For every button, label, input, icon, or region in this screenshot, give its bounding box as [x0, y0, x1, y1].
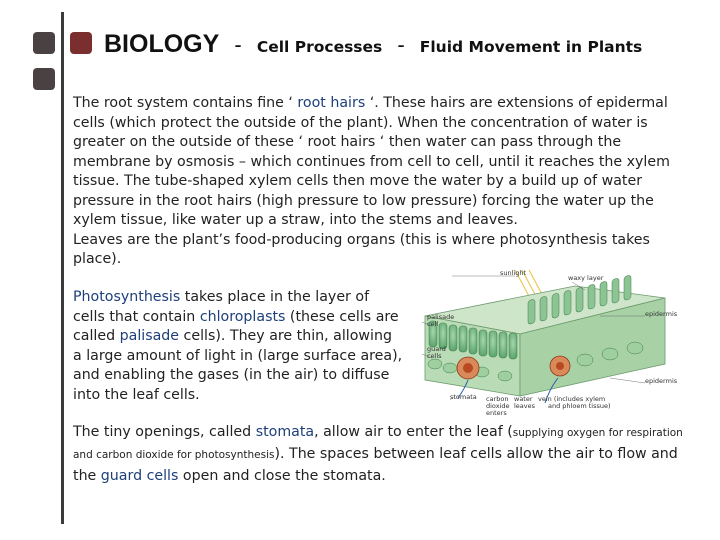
label-stomata: stomata — [450, 393, 477, 401]
p3-text-a: The tiny openings, called — [73, 424, 256, 440]
label-epidermis-bottom: epidermis — [645, 377, 678, 385]
label-guard-cells-2: cells — [427, 352, 442, 360]
paragraph-root-system — [73, 94, 673, 270]
p2-text-c: cells). They are thin, allowing a large amount of light in (large surface area), and enabling the gases (in the air) to diffuse into the leaf cells. — [73, 328, 403, 403]
p1-text-b: ‘. These hairs are extensions of epidermal cells (which protect the outside of the plant). When the concentration of water is greater on the outside of these ‘ root hairs ‘ then water can pass through the membrane by osmosis – which continues from cell to cell, until it reaches the xylem tissue. The tube-shaped xylem cells then move the water by a build up of water pressure in the root hairs (high pressure to low pressure) forcing the water up the xylem tissue, like water up a straw, into the stems and leaves. — [73, 95, 670, 228]
p3-stomata: stomata — [255, 424, 315, 440]
label-carbon-2: dioxide — [486, 402, 510, 410]
label-water: water — [514, 395, 533, 403]
label-vein-1: vein (includes xylem — [538, 395, 606, 403]
page-title — [104, 30, 642, 59]
p2-chloroplasts: chloroplasts — [199, 308, 286, 325]
paragraph-photosynthesis — [73, 288, 403, 405]
p2-palisade: palisade — [119, 328, 180, 344]
title-topic: Cell Processes — [256, 38, 383, 56]
label-vein-3: and phloem tissue) — [548, 402, 611, 410]
p3-guard-cells: guard cells — [100, 468, 179, 484]
label-waxy-layer: waxy layer — [568, 274, 604, 282]
label-epidermis-top: epidermis — [645, 310, 678, 318]
p1-text-c: Leaves are the plant’s food-producing organs (this is where photosynthesis takes place). — [73, 231, 650, 267]
label-carbon-3: enters — [486, 409, 507, 417]
paragraph-stomata — [73, 422, 688, 487]
title-separator-2: - — [397, 32, 405, 57]
label-carbon-1: carbon — [486, 395, 509, 403]
label-leaves: leaves — [514, 402, 536, 410]
label-sunlight: sunlight — [500, 269, 527, 277]
title-separator: - — [234, 32, 242, 57]
title-subtopic: Fluid Movement in Plants — [419, 38, 643, 56]
label-palisade-1: palisade — [427, 313, 455, 321]
p2-text-b: (these cells are called — [73, 308, 399, 344]
p3-small-note: supplying oxygen for respiration and carbon dioxide for photosynthesis — [73, 427, 683, 461]
p3-text-d: open and close the stomata. — [178, 468, 386, 484]
label-palisade-2: cell — [427, 320, 439, 328]
p1-text-a: The root system contains fine ‘ — [73, 95, 298, 111]
title-subject: BIOLOGY — [104, 30, 220, 58]
decor-square-bottom-left — [33, 68, 55, 90]
p3-text-c: ). The spaces between leaf cells allow the air to flow and the — [73, 446, 678, 484]
p2-text-a: takes place in the layer of cells that contain — [73, 289, 370, 325]
decor-square-top-left — [33, 32, 55, 54]
label-guard-cells-1: guard — [427, 345, 446, 353]
p3-text-b: , allow air to enter the leaf ( — [314, 424, 513, 440]
p1-root-hairs: root hairs — [297, 95, 366, 111]
vertical-divider-line — [61, 12, 64, 524]
p2-photosynthesis: Photosynthesis — [73, 289, 181, 305]
leaf-cross-section-diagram — [410, 268, 685, 418]
decor-square-top-right — [70, 32, 92, 54]
